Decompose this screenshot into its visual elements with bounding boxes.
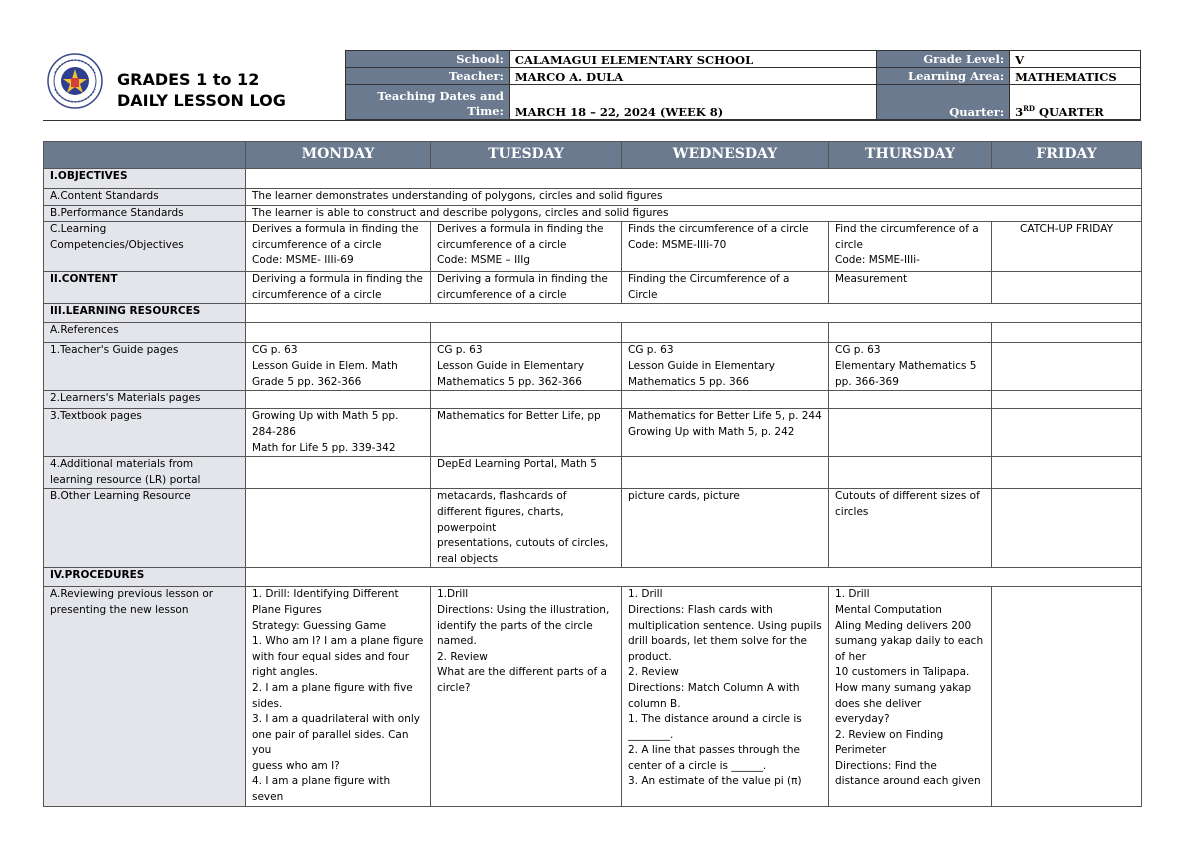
corner-header (44, 142, 246, 169)
text-line: Lesson Guide in Elementary (628, 359, 775, 372)
text-line: 3. I am a quadrilateral with only (252, 713, 420, 726)
text-line: 2. A line that passes through the (628, 744, 800, 757)
text-line: 2. Review on Finding (835, 728, 944, 741)
text-line: Lesson Guide in Elem. Math (252, 359, 398, 372)
reviewing-friday (992, 587, 1142, 806)
text-line: ________. (628, 728, 674, 741)
textbook-pages-thursday (829, 409, 992, 457)
reviewing-label-line-2: presenting the new lesson (50, 603, 189, 616)
learners-materials-tuesday (431, 391, 622, 409)
school-value: CALAMAGUI ELEMENTARY SCHOOL (509, 51, 876, 68)
text-line: Mental Computation (835, 603, 942, 616)
competencies-friday: CATCH-UP FRIDAY (992, 222, 1142, 272)
day-header-friday: FRIDAY (992, 142, 1142, 169)
other-resource-wednesday: picture cards, picture (622, 489, 829, 568)
text-line: circle (835, 238, 863, 251)
day-header-wednesday: WEDNESDAY (622, 142, 829, 169)
learners-materials-wednesday (622, 391, 829, 409)
content-monday (246, 272, 431, 304)
text-line: Code: MSME- IIIi-69 (252, 254, 354, 267)
text-line: Directions: Using the illustration, (437, 603, 610, 616)
learning-resources-blank (246, 304, 1142, 323)
text-line: Find the circumference of a (835, 223, 979, 236)
procedures-blank (246, 568, 1142, 587)
other-resource-friday (992, 489, 1142, 568)
text-line: drill boards, let them solve for the (628, 635, 807, 648)
reviewing-thursday (829, 587, 992, 806)
text-line: Mathematics 5 pp. 362-366 (437, 375, 582, 388)
competencies-wednesday (622, 222, 829, 272)
text-line: multiplication sentence. Using pupils (628, 619, 822, 632)
reviewing-monday (246, 587, 431, 806)
day-header-monday: MONDAY (246, 142, 431, 169)
textbook-pages-label: 3.Textbook pages (44, 409, 246, 457)
text-line: does she deliver (835, 697, 922, 710)
text-line: 4. I am a plane figure with seven (252, 775, 391, 804)
learning-area-value: MATHEMATICS (1010, 68, 1141, 85)
text-line: 1. The distance around a circle is (628, 713, 802, 726)
text-line: named. (437, 635, 477, 648)
text-line: right angles. (252, 666, 318, 679)
references-tuesday (431, 323, 622, 343)
text-line: Derives a formula in finding the (437, 223, 604, 236)
competencies-thursday (829, 222, 992, 272)
day-header-thursday: THURSDAY (829, 142, 992, 169)
grade-level-value: V (1010, 51, 1141, 68)
references-monday (246, 323, 431, 343)
text-line: 1. Who am I? I am a plane figure (252, 635, 424, 648)
teachers-guide-label: 1.Teacher's Guide pages (44, 343, 246, 391)
textbook-pages-monday (246, 409, 431, 457)
text-line: identify the parts of the circle (437, 619, 593, 632)
reviewing-lesson-label (44, 587, 246, 806)
day-header-tuesday: TUESDAY (431, 142, 622, 169)
deped-seal-icon (47, 53, 103, 109)
text-line: Deriving a formula in finding the (252, 273, 423, 286)
procedures-heading: IV.PROCEDURES (44, 568, 246, 587)
text-line: real objects (437, 552, 499, 565)
text-line: 1. Drill (835, 588, 870, 601)
competencies-monday (246, 222, 431, 272)
text-line: Aling Meding delivers 200 (835, 619, 972, 632)
text-line: CG p. 63 (628, 344, 674, 357)
references-wednesday (622, 323, 829, 343)
text-line: What are the different parts of a (437, 666, 607, 679)
text-line: Directions: Flash cards with (628, 603, 773, 616)
text-line: 1. Drill: Identifying Different (252, 588, 399, 601)
text-line: circumference of a circle (437, 238, 567, 251)
quarter-value (1010, 85, 1141, 120)
text-line: How many sumang yakap (835, 681, 972, 694)
performance-standards-label: B.Performance Standards (44, 205, 246, 222)
lesson-plan-table (43, 141, 1142, 807)
content-wednesday: Finding the Circumference of a Circle (622, 272, 829, 304)
competencies-label-line-1: C.Learning (50, 223, 107, 236)
text-line: Directions: Find the (835, 759, 937, 772)
teaching-dates-label (346, 85, 510, 120)
text-line: CG p. 63 (835, 344, 881, 357)
additional-materials-label-line-1: 4.Additional materials from (50, 458, 194, 471)
additional-materials-tuesday: DepEd Learning Portal, Math 5 (431, 457, 622, 489)
text-line: Code: MSME-IIIi-70 (628, 238, 727, 251)
text-line: guess who am I? (252, 759, 340, 772)
text-line: 2. Review (437, 650, 488, 663)
text-line: circumference of a circle (252, 238, 382, 251)
teaching-dates-value: MARCH 18 – 22, 2024 (WEEK 8) (509, 85, 876, 120)
text-line: 2. Review (628, 666, 679, 679)
text-line: you (252, 744, 272, 757)
school-label: School: (346, 51, 510, 68)
text-line: presentations, cutouts of circles, (437, 537, 609, 550)
teachers-guide-thursday (829, 343, 992, 391)
content-standards-text: The learner demonstrates understanding of polygons, circles and solid figures (246, 189, 1142, 206)
teachers-guide-monday (246, 343, 431, 391)
text-line: 284-286 (252, 425, 296, 438)
text-line: sumang yakap daily to each (835, 635, 984, 648)
text-line: 1. Drill (628, 588, 663, 601)
text-line: 10 customers in Talipapa. (835, 666, 970, 679)
text-line: Growing Up with Math 5, p. 242 (628, 425, 795, 438)
quarter-suffix: RD (1023, 104, 1035, 114)
objectives-heading: I.OBJECTIVES (44, 169, 246, 189)
additional-materials-label (44, 457, 246, 489)
text-line: different figures, charts, (437, 505, 564, 518)
additional-materials-friday (992, 457, 1142, 489)
quarter-number: 3 (1015, 105, 1024, 119)
text-line: powerpoint (437, 521, 497, 534)
document-title (117, 69, 286, 111)
content-friday (992, 272, 1142, 304)
text-line: CG p. 63 (437, 344, 483, 357)
learners-materials-thursday (829, 391, 992, 409)
other-resource-monday (246, 489, 431, 568)
teacher-label: Teacher: (346, 68, 510, 85)
text-line: Code: MSME – IIIg (437, 254, 531, 267)
text-line: 1.Drill (437, 588, 469, 601)
additional-materials-wednesday (622, 457, 829, 489)
text-line: pp. 366-369 (835, 375, 899, 388)
lesson-log-header (43, 50, 1141, 121)
references-label: A.References (44, 323, 246, 343)
reviewing-label-line-1: A.Reviewing previous lesson or (50, 588, 214, 601)
textbook-pages-tuesday: Mathematics for Better Life, pp (431, 409, 622, 457)
text-line: metacards, flashcards of (437, 490, 567, 503)
text-line: circles (835, 505, 869, 518)
text-line: one pair of parallel sides. Can (252, 728, 409, 741)
teachers-guide-tuesday (431, 343, 622, 391)
text-line: Mathematics 5 pp. 366 (628, 375, 750, 388)
text-line: Plane Figures (252, 603, 322, 616)
grade-level-label: Grade Level: (877, 51, 1010, 68)
title-line-1: GRADES 1 to 12 (117, 70, 260, 89)
text-line: Elementary Mathematics 5 (835, 359, 977, 372)
text-line: Finds the circumference of a circle (628, 223, 809, 236)
content-thursday: Measurement (829, 272, 992, 304)
text-line: Strategy: Guessing Game (252, 619, 387, 632)
text-line: everyday? (835, 713, 890, 726)
additional-materials-monday (246, 457, 431, 489)
header-info-table (345, 50, 1141, 120)
content-tuesday (431, 272, 622, 304)
other-resource-thursday (829, 489, 992, 568)
text-line: 2. I am a plane figure with five (252, 681, 413, 694)
text-line: Directions: Match Column A with (628, 681, 800, 694)
text-line: Lesson Guide in Elementary (437, 359, 584, 372)
text-line: with four equal sides and four (252, 650, 410, 663)
text-line: Code: MSME-IIIi- (835, 254, 920, 267)
text-line: circumference of a circle (437, 288, 567, 301)
quarter-text: QUARTER (1034, 105, 1104, 119)
text-line: sides. (252, 697, 283, 710)
additional-materials-label-line-2: learning resource (LR) portal (50, 473, 201, 486)
text-line: CG p. 63 (252, 344, 298, 357)
text-line: distance around each given (835, 775, 981, 788)
text-line: 3. An estimate of the value pi (π) (628, 775, 802, 788)
learners-materials-monday (246, 391, 431, 409)
text-line: Cutouts of different sizes of (835, 490, 980, 503)
competencies-label (44, 222, 246, 272)
additional-materials-thursday (829, 457, 992, 489)
objectives-blank (246, 169, 1142, 189)
reviewing-wednesday (622, 587, 829, 806)
teachers-guide-friday (992, 343, 1142, 391)
quarter-label: Quarter: (877, 85, 1010, 120)
teaching-dates-label-line-1: Teaching Dates and (377, 89, 504, 103)
textbook-pages-wednesday (622, 409, 829, 457)
learning-area-label: Learning Area: (877, 68, 1010, 85)
teachers-guide-wednesday (622, 343, 829, 391)
text-line: Math for Life 5 pp. 339-342 (252, 441, 396, 454)
other-resource-label: B.Other Learning Resource (44, 489, 246, 568)
reviewing-tuesday (431, 587, 622, 806)
references-friday (992, 323, 1142, 343)
content-standards-label: A.Content Standards (44, 189, 246, 206)
text-line: Mathematics for Better Life 5, p. 244 (628, 410, 822, 423)
text-line: Growing Up with Math 5 pp. (252, 410, 399, 423)
teacher-value: MARCO A. DULA (509, 68, 876, 85)
other-resource-tuesday (431, 489, 622, 568)
references-thursday (829, 323, 992, 343)
learners-materials-friday (992, 391, 1142, 409)
text-line: column B. (628, 697, 681, 710)
competencies-tuesday (431, 222, 622, 272)
text-line: of her (835, 650, 866, 663)
teaching-dates-label-line-2: Time: (467, 104, 504, 118)
competencies-label-line-2: Competencies/Objectives (50, 238, 184, 251)
text-line: Grade 5 pp. 362-366 (252, 375, 362, 388)
title-line-2: DAILY LESSON LOG (117, 91, 286, 110)
performance-standards-text: The learner is able to construct and describe polygons, circles and solid figures (246, 205, 1142, 222)
text-line: circumference of a circle (252, 288, 382, 301)
content-heading: II.CONTENT (44, 272, 246, 304)
textbook-pages-friday (992, 409, 1142, 457)
text-line: Perimeter (835, 744, 887, 757)
text-line: Deriving a formula in finding the (437, 273, 608, 286)
text-line: circle? (437, 681, 471, 694)
learning-resources-heading: III.LEARNING RESOURCES (44, 304, 246, 323)
text-line: product. (628, 650, 672, 663)
learners-materials-label: 2.Learners's Materials pages (44, 391, 246, 409)
text-line: Derives a formula in finding the (252, 223, 419, 236)
text-line: center of a circle is ______. (628, 759, 767, 772)
